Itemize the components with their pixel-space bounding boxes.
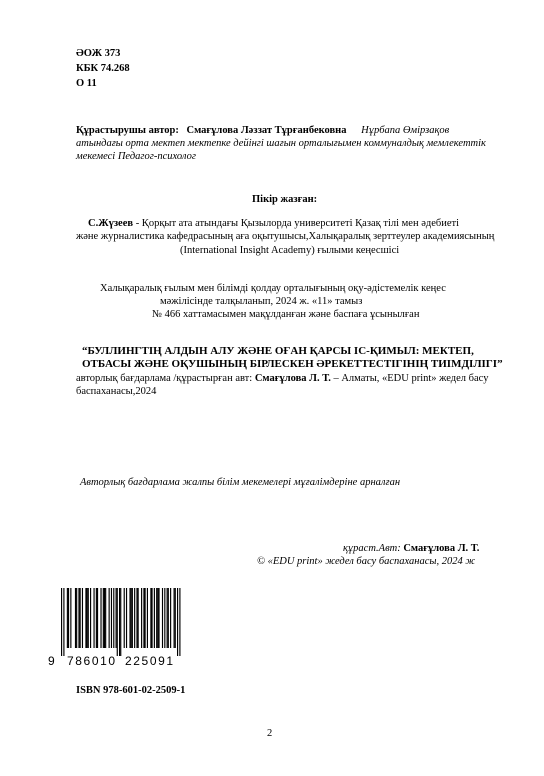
approval-line-2: мәжілісінде талқыланып, 2024 ж. «11» тамыз [160, 296, 363, 307]
compiled-by-line [343, 542, 479, 555]
barcode-bar [167, 588, 168, 648]
barcode-bar [61, 588, 62, 656]
approval-line-3: № 466 хаттамасымен мақұлданған және баспаға ұсынылған [152, 309, 420, 320]
barcode-bar [80, 588, 81, 648]
compiled-name: Смағұлова Л. Т. [403, 543, 480, 554]
barcode-bar [175, 588, 176, 648]
barcode-bar [93, 588, 94, 648]
barcode-bar [138, 588, 139, 648]
barcode-bar [141, 588, 142, 648]
isbn-number: ISBN 978-601-02-2509-1 [76, 685, 186, 696]
barcode-bar [97, 588, 98, 648]
barcode-bar [119, 588, 120, 656]
barcode-bar [164, 588, 165, 648]
barcode-bar [151, 588, 152, 648]
book-title-line-2: ОТБАСЫ ЖӘНЕ ОҚУШЫНЫҢ БІРЛЕСКЕН ӘРЕКЕТТЕСТІГІНІҢ ТИІМДІЛІГІ” [82, 358, 503, 370]
barcode-bar [177, 588, 178, 656]
barcode-bar [156, 588, 157, 648]
description-prefix: авторлық бағдарлама /құрастырған авт: [76, 373, 255, 384]
barcode-bar [67, 588, 68, 648]
barcode-digits-group-2: 225091 [125, 654, 175, 668]
copyright-line: © «EDU print» жедел басу баспаханасы, 2024 ж [257, 556, 476, 567]
barcode-bar [87, 588, 88, 648]
barcode-bar [131, 588, 132, 648]
barcode-bar [157, 588, 158, 648]
barcode-bar [75, 588, 76, 648]
compiler-name: Смағұлова Ләззат Тұрғанбековна [186, 125, 347, 136]
author-mark: О 11 [76, 78, 97, 89]
compiler-affiliation-2: атындағы орта мектеп мектепке дейінгі шағын орталығымен коммуналдық мемлекеттік [76, 138, 486, 149]
barcode-bar [143, 588, 144, 648]
description-author: Смағұлова Л. Т. [254, 373, 331, 384]
reviewer-line-3: (International Insight Academy) ғылыми кеңесшісі [180, 245, 400, 256]
barcode-bar [145, 588, 146, 648]
barcode-bar [82, 588, 83, 648]
barcode-bar [162, 588, 163, 648]
book-description-line-2: баспаханасы,2024 [76, 386, 157, 397]
barcode-first-digit: 9 [48, 654, 57, 668]
page-number: 2 [267, 728, 273, 739]
barcode-bar [68, 588, 69, 648]
barcode-bar [85, 588, 86, 648]
barcode-bar [63, 588, 64, 656]
barcode-graphic [45, 588, 185, 672]
barcode-bar [113, 588, 114, 648]
barcode-bar [78, 588, 79, 648]
barcode-digits-group-1: 786010 [67, 654, 117, 668]
barcode-bar [100, 588, 101, 648]
barcode-bar [124, 588, 125, 648]
book-description-line-1 [76, 372, 488, 385]
barcode-bar [126, 588, 127, 648]
barcode-bar [174, 588, 175, 648]
reviewer-name: С.Жүзеев [88, 218, 134, 229]
barcode-bar [90, 588, 91, 648]
compiler-line [76, 124, 449, 137]
barcode-bar [154, 588, 155, 648]
compiler-affiliation-3: мекемесі Педагог-психолог [76, 151, 196, 162]
barcode-bar [132, 588, 133, 648]
book-title-line-1: “БУЛЛИНГТІҢ АЛДЫН АЛУ ЖӘНЕ ОҒАН ҚАРСЫ ІС-ҚИМЫЛ: МЕКТЕП, [82, 345, 474, 357]
barcode-bar [136, 588, 137, 648]
reviewer-position: - Қорқыт ата атындағы Қызылорда университеті Қазақ тілі мен әдебиеті [133, 218, 459, 229]
barcode-bar [117, 588, 118, 656]
barcode-bar [111, 588, 112, 648]
isbn-barcode [45, 588, 185, 672]
barcode-bar [129, 588, 130, 648]
approval-line-1: Халықаралық ғылым мен білімді қолдау орталығының оқу-әдістемелік кеңес [100, 283, 446, 294]
reviewer-line-2: және журналистика кафедрасының аға оқытушысы,Халықаралық зерттеулер академиясының [76, 231, 495, 242]
barcode-bar [168, 588, 169, 648]
barcode-bar [109, 588, 110, 648]
udc-code: ӘОЖ 373 [76, 48, 121, 59]
annotation: Авторлық бағдарлама жалпы білім мекемелері мұғалімдеріне арналған [80, 477, 401, 488]
barcode-bar [104, 588, 105, 648]
compiler-label: Құрастырушы автор: [76, 125, 179, 136]
barcode-bar [170, 588, 171, 648]
barcode-bar [158, 588, 159, 648]
barcode-bar [150, 588, 151, 648]
barcode-bar [70, 588, 71, 648]
compiler-affiliation-start: Нұрбапа Өмірзақов [361, 125, 450, 136]
barcode-bar [103, 588, 104, 648]
barcode-bar [179, 588, 180, 656]
description-suffix: – Алматы, «EDU print» жедел басу [330, 373, 489, 384]
barcode-bar [120, 588, 121, 656]
lbc-code: КБК 74.268 [76, 63, 130, 74]
barcode-bar [96, 588, 97, 648]
barcode-bar [116, 588, 117, 648]
reviewer-line-1 [88, 217, 459, 230]
barcode-bar [147, 588, 148, 648]
review-heading: Пікір жазған: [252, 194, 318, 205]
barcode-bar [76, 588, 77, 648]
barcode-bar [134, 588, 135, 648]
barcode-bar [105, 588, 106, 648]
compiled-label: құраст.Авт: [343, 543, 404, 554]
barcode-bar [88, 588, 89, 648]
